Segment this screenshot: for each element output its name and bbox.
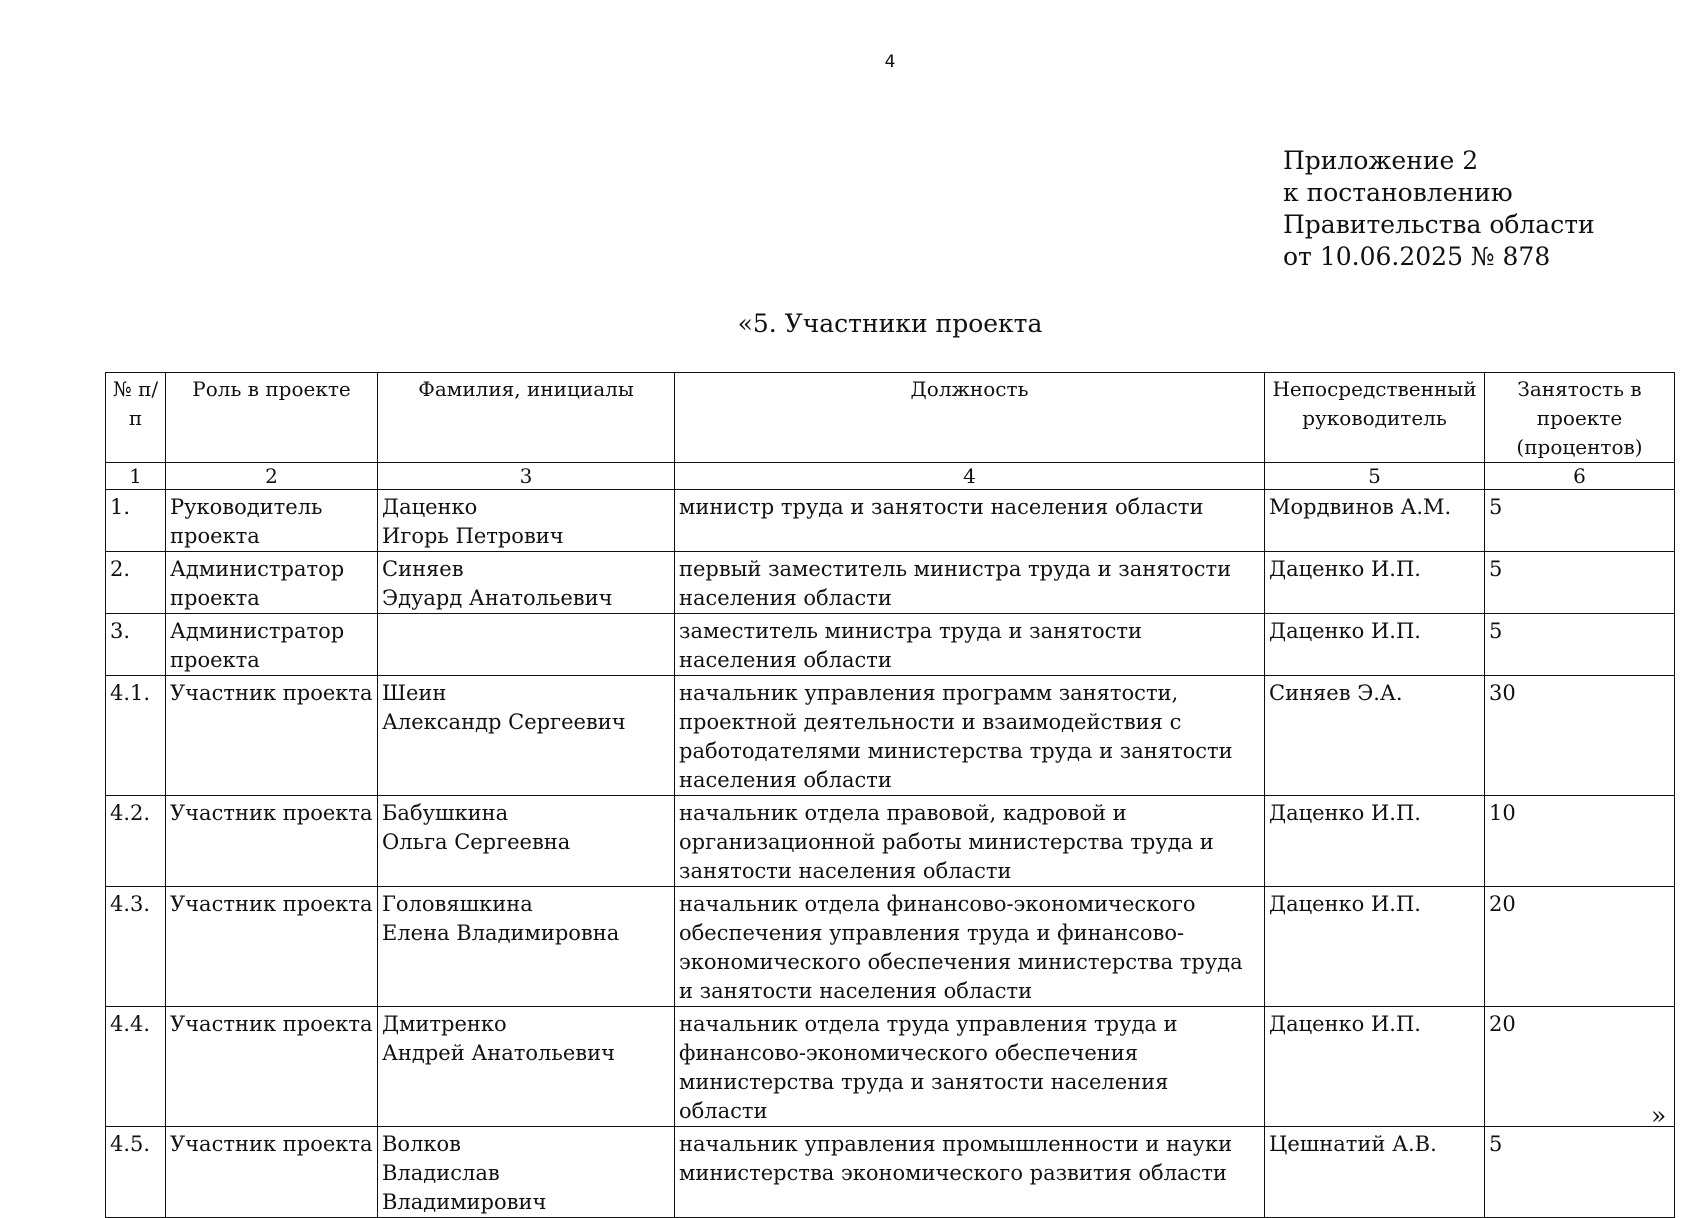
row-num: 1.	[106, 490, 166, 552]
row-surname: Бабушкина	[382, 801, 509, 825]
row-supervisor: Синяев Э.А.	[1265, 676, 1485, 796]
header-name: Фамилия, инициалы	[378, 373, 675, 463]
column-number: 5	[1265, 463, 1485, 490]
table-row	[106, 1007, 1675, 1127]
column-number-row	[106, 463, 1675, 490]
header-supervisor: Непосредственный руководитель	[1265, 373, 1485, 463]
row-position: заместитель министра труда и занятости населения области	[675, 614, 1265, 676]
row-supervisor: Цешнатий А.В.	[1265, 1127, 1485, 1218]
row-supervisor: Даценко И.П.	[1265, 552, 1485, 614]
table-row	[106, 796, 1675, 887]
row-num: 4.4.	[106, 1007, 166, 1127]
row-position: начальник управления промышленности и науки министерства экономического развития области	[675, 1127, 1265, 1218]
row-role: Участник проекта	[166, 676, 378, 796]
table-row	[106, 490, 1675, 552]
table-header-row	[106, 373, 1675, 463]
row-surname: Синяев	[382, 557, 464, 581]
table-row	[106, 614, 1675, 676]
row-num: 2.	[106, 552, 166, 614]
table-row	[106, 552, 1675, 614]
row-employment: 30	[1485, 676, 1675, 796]
row-surname: Волков	[382, 1132, 462, 1156]
row-surname: Шеин	[382, 681, 447, 705]
row-name	[378, 887, 675, 1007]
row-given-name: Владислав Владимирович	[382, 1161, 547, 1214]
row-num: 3.	[106, 614, 166, 676]
row-name	[378, 796, 675, 887]
table-row	[106, 1127, 1675, 1218]
row-given-name: Елена Владимировна	[382, 921, 620, 945]
header-role: Роль в проекте	[166, 373, 378, 463]
row-surname: Головяшкина	[382, 892, 533, 916]
row-position: начальник отдела финансово-экономического обеспечения управления труда и финансово-экономического обеспечения министерства труда и занятости населения области	[675, 887, 1265, 1007]
row-given-name: Эдуард Анатольевич	[382, 586, 613, 610]
row-employment: 5	[1485, 552, 1675, 614]
appendix-line: от 10.06.2025 № 878	[1283, 242, 1551, 271]
row-position: министр труда и занятости населения области	[675, 490, 1265, 552]
row-given-name: Александр Сергеевич	[382, 710, 626, 734]
column-number: 2	[166, 463, 378, 490]
column-number: 4	[675, 463, 1265, 490]
row-role: Участник проекта	[166, 887, 378, 1007]
row-surname: Даценко	[382, 495, 478, 519]
header-employment: Занятость в проекте (процентов)	[1485, 373, 1675, 463]
row-name	[378, 490, 675, 552]
row-num: 4.3.	[106, 887, 166, 1007]
row-num: 4.5.	[106, 1127, 166, 1218]
row-employment: 5	[1485, 1127, 1675, 1218]
row-role: Руководитель проекта	[166, 490, 378, 552]
row-name	[378, 1007, 675, 1127]
row-employment: 5	[1485, 614, 1675, 676]
row-given-name: Андрей Анатольевич	[382, 1041, 615, 1065]
appendix-line: Приложение 2	[1283, 146, 1479, 175]
row-supervisor: Даценко И.П.	[1265, 796, 1485, 887]
row-supervisor: Даценко И.П.	[1265, 614, 1485, 676]
row-position: первый заместитель министра труда и занятости населения области	[675, 552, 1265, 614]
row-role: Участник проекта	[166, 796, 378, 887]
column-number: 1	[106, 463, 166, 490]
table-row	[106, 676, 1675, 796]
header-position: Должность	[675, 373, 1265, 463]
row-employment: 10	[1485, 796, 1675, 887]
column-number: 3	[378, 463, 675, 490]
row-employment: 20	[1485, 1007, 1675, 1127]
row-supervisor: Мордвинов А.М.	[1265, 490, 1485, 552]
row-position: начальник отдела труда управления труда и финансово-экономического обеспечения министерства труда и занятости населения области	[675, 1007, 1265, 1127]
participants-table	[105, 372, 1675, 1218]
row-num: 4.1.	[106, 676, 166, 796]
row-role: Участник проекта	[166, 1007, 378, 1127]
table-row	[106, 887, 1675, 1007]
header-num: № п/п	[106, 373, 166, 463]
appendix-line: Правительства области	[1283, 210, 1595, 239]
row-role: Администратор проекта	[166, 552, 378, 614]
row-position: начальник отдела правовой, кадровой и организационной работы министерства труда и занятости населения области	[675, 796, 1265, 887]
row-surname: Дмитренко	[382, 1012, 507, 1036]
row-given-name: Игорь Петрович	[382, 524, 564, 548]
row-supervisor: Даценко И.П.	[1265, 887, 1485, 1007]
row-employment: 5	[1485, 490, 1675, 552]
row-given-name: Ольга Сергеевна	[382, 830, 571, 854]
row-role: Участник проекта	[166, 1127, 378, 1218]
column-number: 6	[1485, 463, 1675, 490]
row-employment: 20	[1485, 887, 1675, 1007]
row-role: Администратор проекта	[166, 614, 378, 676]
row-name	[378, 676, 675, 796]
row-position: начальник управления программ занятости, проектной деятельности и взаимодействия с работодателями министерства труда и занятости населения области	[675, 676, 1265, 796]
row-name	[378, 1127, 675, 1218]
row-num: 4.2.	[106, 796, 166, 887]
section-title: «5. Участники проекта	[737, 309, 1043, 338]
page-number: 4	[884, 52, 896, 72]
appendix-line: к постановлению	[1283, 178, 1513, 207]
row-name	[378, 552, 675, 614]
appendix-block	[1283, 145, 1595, 273]
row-name	[378, 614, 675, 676]
row-supervisor: Даценко И.П.	[1265, 1007, 1485, 1127]
closing-quote: »	[1651, 1101, 1667, 1130]
